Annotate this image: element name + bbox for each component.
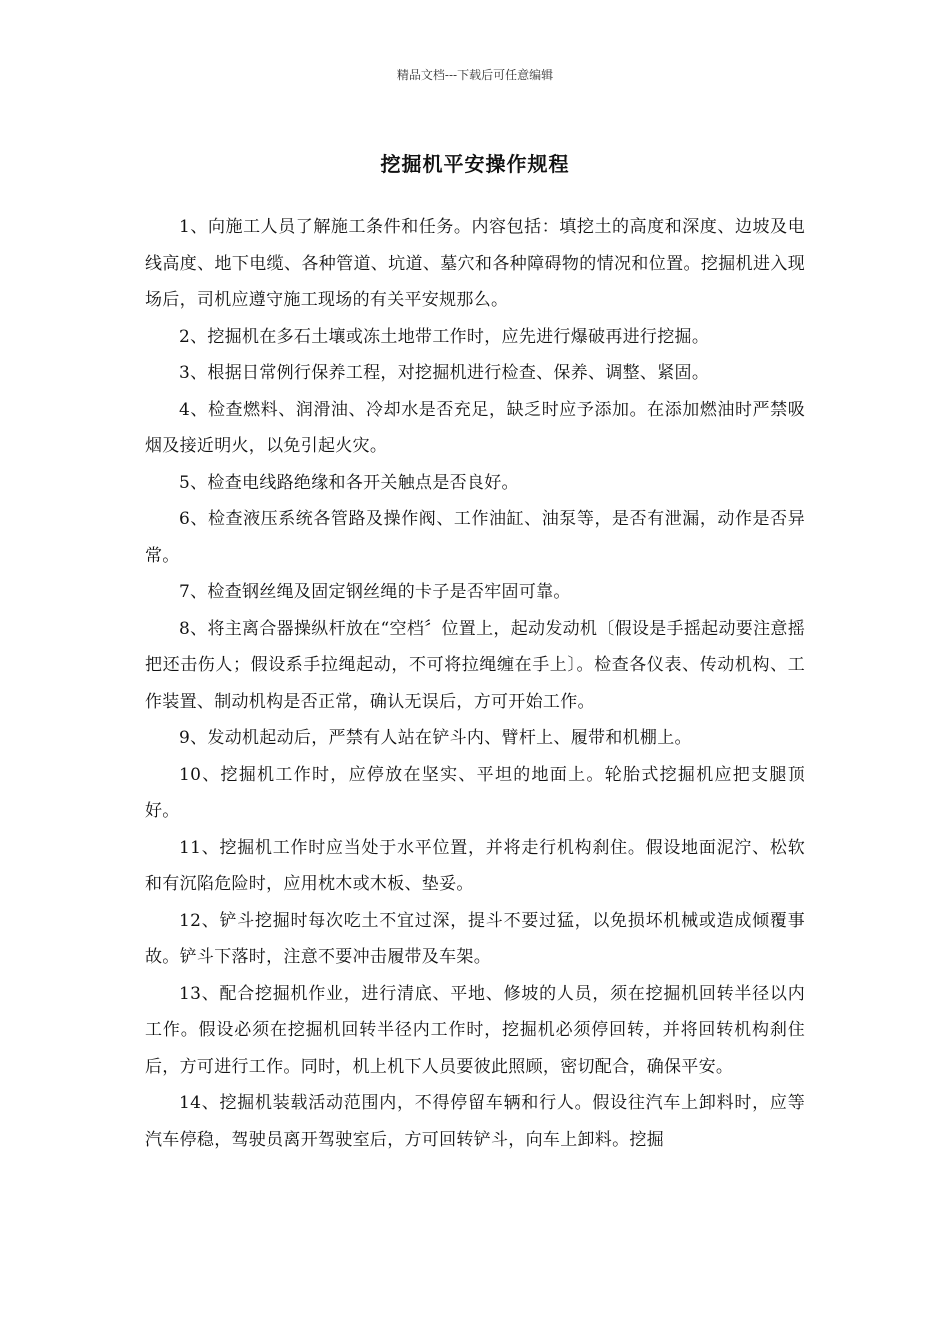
paragraph-8: 8、将主离合器操纵杆放在“空档〞位置上，起动发动机〔假设是手摇起动要注意摇把还击伤人；假设系手拉绳起动，不可将拉绳缠在手上〕。检查各仪表、传动机构、工作装置、制动机构是否正常，确认无误后，方可开始工作。: [145, 618, 805, 712]
page-header: 精品文档---下载后可任意编辑: [396, 68, 554, 82]
paragraph-12: 12、铲斗挖掘时每次吃土不宜过深，提斗不要过猛，以免损坏机械或造成倾覆事故。铲斗下落时，注意不要冲击履带及车架。: [145, 910, 805, 967]
paragraph-2: 2、挖掘机在多石土壤或冻土地带工作时，应先进行爆破再进行挖掘。: [179, 326, 710, 347]
paragraph-6: 6、检查液压系统各管路及操作阀、工作油缸、油泵等，是否有泄漏，动作是否异常。: [145, 509, 805, 566]
paragraph-9: 9、发动机起动后，严禁有人站在铲斗内、臂杆上、履带和机棚上。: [179, 728, 692, 748]
document-body: [145, 209, 805, 1158]
paragraph-4: 4、检查燃料、润滑油、冷却水是否充足，缺乏时应予添加。在添加燃油时严禁吸烟及接近明火，以免引起火灾。: [145, 399, 805, 456]
paragraph-14: 14、挖掘机装载活动范围内，不得停留车辆和行人。假设往汽车上卸料时，应等汽车停稳，驾驶员离开驾驶室后，方可回转铲斗，向车上卸料。挖掘: [145, 1093, 805, 1150]
paragraph-7: 7、检查钢丝绳及固定钢丝绳的卡子是否牢固可靠。: [179, 582, 571, 602]
paragraph-3: 3、根据日常例行保养工程，对挖掘机进行检查、保养、调整、紧固。: [179, 363, 710, 383]
paragraph-5: 5、检查电线路绝缘和各开关触点是否良好。: [179, 472, 519, 493]
paragraph-10: 10、挖掘机工作时，应停放在坚实、平坦的地面上。轮胎式挖掘机应把支腿顶好。: [145, 764, 805, 821]
paragraph-11: 11、挖掘机工作时应当处于水平位置，并将走行机构刹住。假设地面泥泞、松软和有沉陷危险时，应用枕木或木板、垫妥。: [145, 837, 805, 894]
paragraph-1: 1、向施工人员了解施工条件和任务。内容包括：填挖土的高度和深度、边坡及电线高度、地下电缆、各种管道、坑道、墓穴和各种障碍物的情况和位置。挖掘机进入现场后，司机应遵守施工现场的有关平安规那么。: [145, 217, 805, 310]
document-title: 挖掘机平安操作规程: [380, 152, 570, 176]
paragraph-13: 13、配合挖掘机作业，进行清底、平地、修坡的人员，须在挖掘机回转半径以内工作。假设必须在挖掘机回转半径内工作时，挖掘机必须停回转，并将回转机构刹住后，方可进行工作。同时，机上机下人员要彼此照顾，密切配合，确保平安。: [145, 983, 805, 1077]
